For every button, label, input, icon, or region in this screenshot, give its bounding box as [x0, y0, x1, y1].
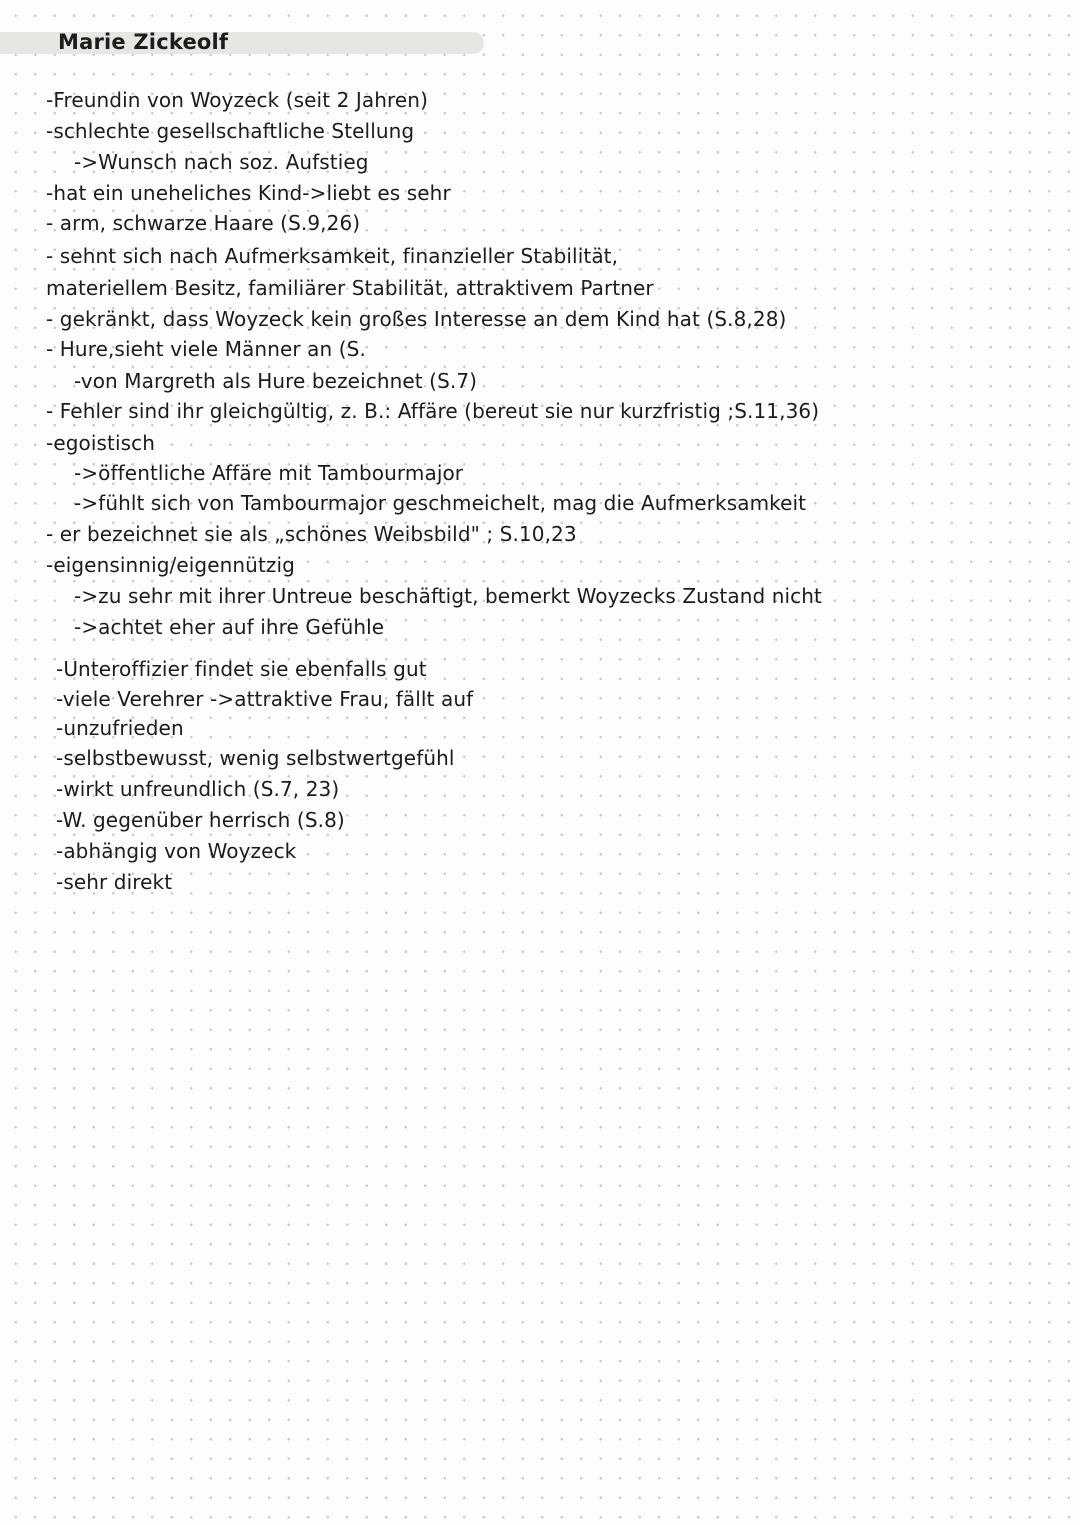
note-line: -egoistisch	[46, 431, 156, 455]
note-line: ->achtet eher auf ihre Gefühle	[74, 615, 385, 639]
note-line: -von Margreth als Hure bezeichnet (S.7)	[74, 369, 478, 393]
note-line: ->Wunsch nach soz. Aufstieg	[74, 150, 369, 174]
note-line: -selbstbewusst, wenig selbstwertgefühl	[56, 746, 455, 770]
note-line: materiellem Besitz, familiärer Stabilität, attraktivem Partner	[46, 276, 654, 300]
note-line: -viele Verehrer ->attraktive Frau, fällt auf	[56, 687, 474, 711]
note-line: -hat ein uneheliches Kind->liebt es sehr	[46, 181, 451, 205]
note-line: - Hure,sieht viele Männer an (S.	[46, 337, 366, 361]
note-line: - Fehler sind ihr gleichgültig, z. B.: Affäre (bereut sie nur kurzfristig ;S.11,36)	[46, 399, 820, 423]
page-title: Marie Zickeolf	[58, 30, 229, 54]
note-line: -sehr direkt	[56, 870, 173, 894]
note-line: -schlechte gesellschaftliche Stellung	[46, 119, 415, 143]
note-line: ->fühlt sich von Tambourmajor geschmeichelt, mag die Aufmerksamkeit	[74, 491, 807, 515]
note-line: - er bezeichnet sie als „schönes Weibsbild" ; S.10,23	[46, 522, 577, 546]
note-line: ->öffentliche Affäre mit Tambourmajor	[74, 461, 464, 485]
note-line: -unzufrieden	[56, 716, 184, 740]
note-line: -Unteroffizier findet sie ebenfalls gut	[56, 657, 427, 681]
note-line: -W. gegenüber herrisch (S.8)	[56, 808, 345, 832]
note-line: -wirkt unfreundlich (S.7, 23)	[56, 777, 340, 801]
note-line: ->zu sehr mit ihrer Untreue beschäftigt, bemerkt Woyzecks Zustand nicht	[74, 584, 822, 608]
note-line: -Freundin von Woyzeck (seit 2 Jahren)	[46, 88, 428, 112]
note-line: - sehnt sich nach Aufmerksamkeit, finanzieller Stabilität,	[46, 244, 619, 268]
note-line: -abhängig von Woyzeck	[56, 839, 297, 863]
note-line: -eigensinnig/eigennützig	[46, 553, 295, 577]
note-line: - gekränkt, dass Woyzeck kein großes Interesse an dem Kind hat (S.8,28)	[46, 307, 787, 331]
note-line: - arm, schwarze Haare (S.9,26)	[46, 211, 361, 235]
